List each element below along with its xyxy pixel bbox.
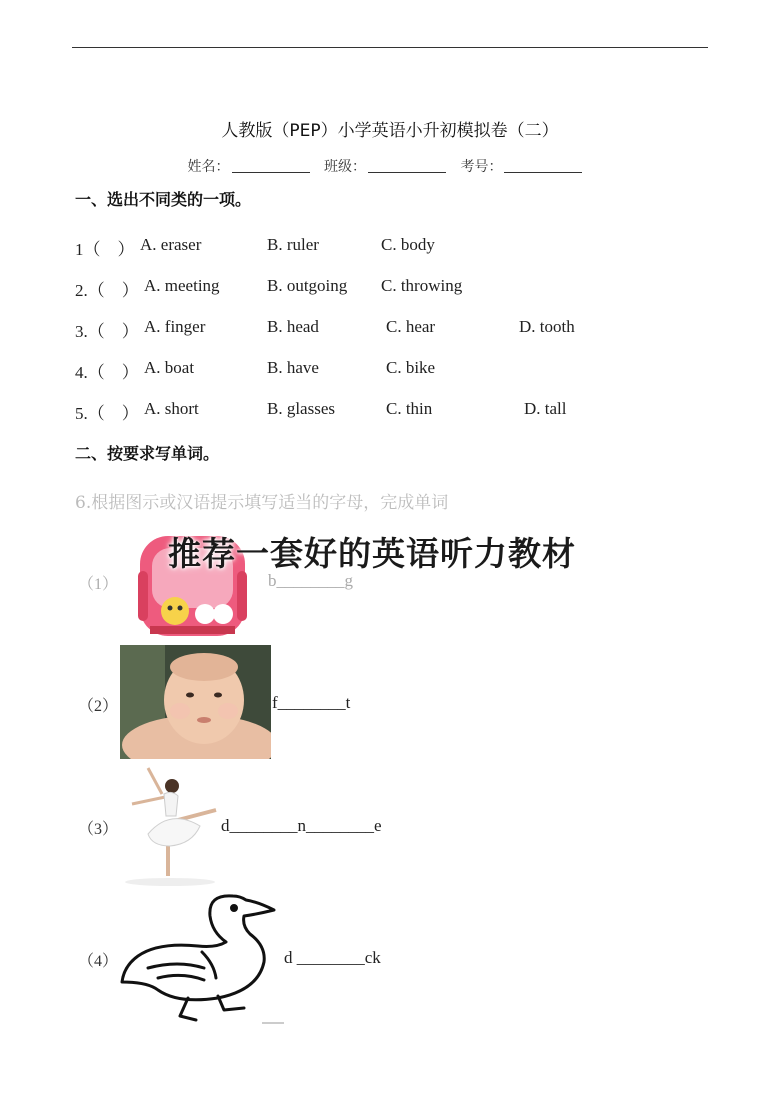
- item-4-word: d ________ck: [284, 948, 381, 967]
- question-3-option-b: B. head: [267, 317, 319, 336]
- question-2-option-a: A. meeting: [144, 276, 220, 295]
- student-info-line: [0, 156, 780, 176]
- ballet-dancer-image: [120, 764, 220, 886]
- question-4-option-c: C. bike: [386, 358, 436, 377]
- item-4-label: （4）: [78, 953, 119, 970]
- name-blank: [232, 160, 310, 173]
- question-1-option-c: C. body: [381, 235, 435, 254]
- duck-drawing: [118, 886, 288, 1028]
- question-5-option-a: A. short: [144, 399, 199, 418]
- item-1-label: （1）: [78, 576, 119, 593]
- question-4-option-b: B. have: [267, 358, 319, 377]
- question-5-option-c: C. thin: [386, 399, 433, 418]
- item-3-label: （3）: [78, 821, 119, 838]
- page-title: 人教版（PEP）小学英语小升初模拟卷（二）: [221, 121, 559, 141]
- page-fragment-mark: [262, 1022, 284, 1024]
- number-label: 考号：: [460, 159, 503, 175]
- item-2-word: f________t: [272, 693, 351, 712]
- top-rule: [72, 47, 708, 48]
- section-2-heading: 二、按要求写单词。: [75, 444, 220, 463]
- section-1-heading: 一、选出不同类的一项。: [75, 190, 252, 209]
- question-3-number: 3.（ ）: [75, 322, 139, 341]
- question-3-option-d: D. tooth: [519, 317, 575, 336]
- question-5-number: 5.（ ）: [75, 404, 139, 423]
- number-blank: [504, 160, 582, 173]
- item-1-word: b________g: [268, 571, 353, 590]
- question-1-option-b: B. ruler: [267, 235, 319, 254]
- class-blank: [368, 160, 446, 173]
- question-2-option-c: C. throwing: [381, 276, 463, 295]
- question-1-option-a: A. eraser: [140, 235, 202, 254]
- overlay-headline: 推荐一套好的英语听力教材: [168, 534, 576, 573]
- name-label: 姓名：: [187, 159, 230, 175]
- question-1-number: 1（ ）: [75, 240, 135, 259]
- question-3-option-a: A. finger: [144, 317, 206, 336]
- question-5-option-b: B. glasses: [267, 399, 335, 418]
- class-label: 班级：: [324, 159, 366, 175]
- question-4-number: 4.（ ）: [75, 363, 139, 382]
- item-2-label: （2）: [78, 698, 119, 715]
- question-4-option-a: A. boat: [144, 358, 195, 377]
- question-2-option-b: B. outgoing: [267, 276, 348, 295]
- chubby-baby-photo: [120, 645, 271, 759]
- item-3-word: d________n________e: [221, 816, 382, 835]
- question-2-number: 2.（ ）: [75, 281, 139, 300]
- question-3-option-c: C. hear: [386, 317, 436, 336]
- question-5-option-d: D. tall: [524, 399, 567, 418]
- task-6-instruction: 6.根据图示或汉语提示填写适当的字母，完成单词: [75, 493, 449, 513]
